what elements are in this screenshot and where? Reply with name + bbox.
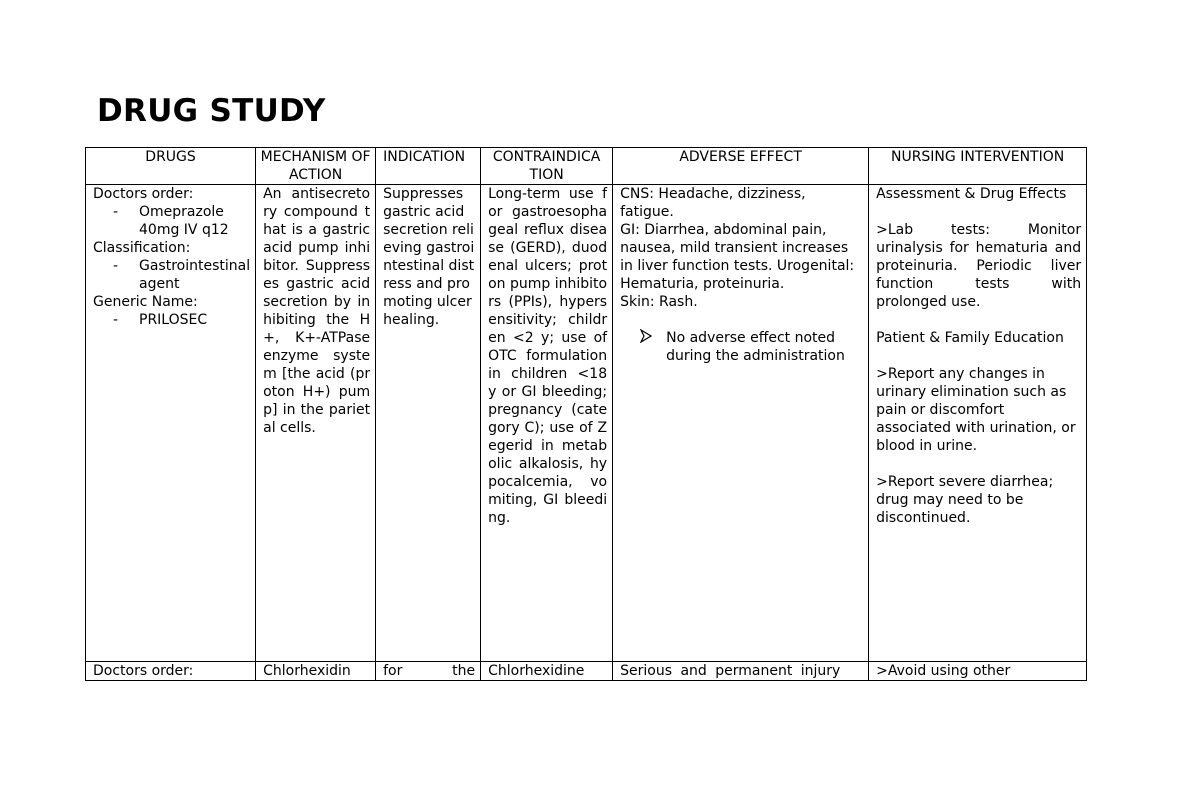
adverse-note-list (620, 329, 863, 365)
generic-name-label: Generic Name: (93, 294, 198, 310)
adverse-effect-text: CNS: Headache, dizziness, fatigue. GI: Diarrhea, abdominal pain, nausea, mild transient increases in liver function tests. Urogenital: Hematuria, proteinuria. Skin: Rash. (620, 186, 855, 310)
nursing-para-diarrhea: >Report severe diarrhea; drug may need to be discontinued. (876, 474, 1054, 526)
header-adverse-effect: ADVERSE EFFECT (613, 148, 869, 185)
list-item (640, 329, 863, 365)
nursing-para-urinary: >Report any changes in urinary elimination such as pain or discomfort associated with urination, or blood in urine. (876, 366, 1076, 454)
nursing-para-lab: >Lab tests: Monitor urinalysis for hematuria and proteinuria. Periodic liver function tests with prolonged use. (876, 222, 1082, 310)
page-title: DRUG STUDY (97, 93, 326, 129)
adverse-effect-cell (613, 185, 869, 662)
drugs-cell: Doctors order: (86, 662, 256, 681)
drug-study-table (85, 147, 1087, 681)
adverse-effect-cell: Serious and permanent injury (613, 662, 869, 681)
drugs-cell (86, 185, 256, 662)
indication-cell: for the (376, 662, 481, 681)
header-row (86, 148, 1087, 185)
contraindication-cell: Chlorhexidine (481, 662, 613, 681)
header-nursing-intervention: NURSING INTERVENTION (869, 148, 1087, 185)
list-item: - Gastrointestinal agent (113, 257, 250, 293)
list-item: - Omeprazole 40mg IV q12 (113, 203, 250, 239)
nursing-heading-assessment: Assessment & Drug Effects (876, 186, 1067, 202)
classification-label: Classification: (93, 240, 191, 256)
mechanism-cell: An antisecretory compound that is a gastric acid pump inhibitor. Suppresses gastric acid secretion by inhibiting the H+, K+-ATPase enzyme system [the acid (proton H+) pump] in the parietal cells. (256, 185, 376, 662)
doctors-order-label: Doctors order: (93, 186, 194, 202)
nursing-heading-education: Patient & Family Education (876, 330, 1064, 346)
table-row (86, 662, 1087, 681)
doctors-order-list (93, 203, 250, 239)
adverse-note: No adverse effect noted during the administration (666, 330, 845, 364)
header-drugs: DRUGS (86, 148, 256, 185)
contraindication-cell: Long-term use for gastroesophageal reflux disease (GERD), duodenal ulcers; proton pump inhibitors (PPIs), hypersensitivity; children <2 y; use of OTC formulation in children <18 y or GI bleeding; pregnancy (category C); use of Zegerid in metabolic alkalosis, hypocalcemia, vomiting, GI bleeding. (481, 185, 613, 662)
nursing-cell (869, 185, 1087, 662)
generic-name-list (93, 311, 250, 329)
header-contraindication: CONTRAINDICA TION (481, 148, 613, 185)
header-indication: INDICATION (376, 148, 481, 185)
nursing-cell: >Avoid using other (869, 662, 1087, 681)
mechanism-cell: Chlorhexidin (256, 662, 376, 681)
classification-list (93, 257, 250, 293)
header-mechanism: MECHANISM OF ACTION (256, 148, 376, 185)
table-row (86, 185, 1087, 662)
indication-cell: Suppresses gastric acid secretion relieving gastrointestinal distress and promoting ulcer healing. (376, 185, 481, 662)
list-item: - PRILOSEC (113, 311, 250, 329)
arrow-bullet-icon (640, 329, 652, 348)
